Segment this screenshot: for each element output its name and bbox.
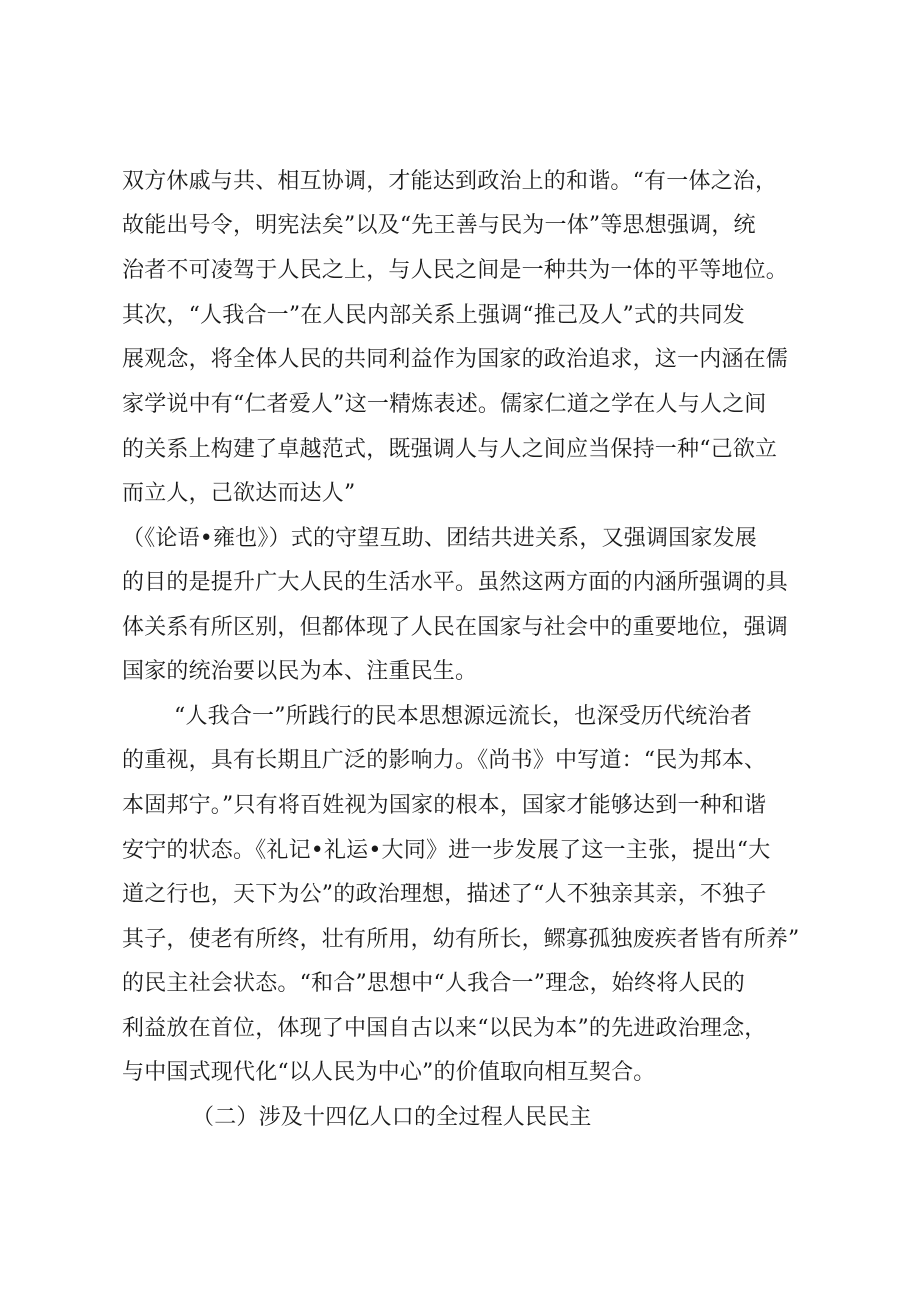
text-line: 与中国式现代化“以人民为中心”的价值取向相互契合。 — [122, 1060, 656, 1085]
text-line: 故能出号令，明宪法矣”以及“先王善与民为一体”等思想强调，统 — [122, 213, 756, 238]
text-line: 利益放在首位，体现了中国自古以来“以民为本”的先进政治理念， — [122, 1016, 767, 1041]
paragraph-first-line: “人我合一”所践行的民本思想源远流长，也深受历代统治者 — [174, 704, 752, 729]
text-line: 而立人，己欲达而达人” — [122, 481, 356, 506]
text-line: 道之行也，天下为公”的政治理想，描述了“人不独亲其亲，不独子 — [122, 882, 767, 907]
text-line: 体关系有所区别，但都体现了人民在国家与社会中的重要地位，强调 — [122, 615, 789, 640]
text-line: 展观念，将全体人民的共同利益作为国家的政治追求，这一内涵在儒 — [122, 347, 789, 372]
text-line: 家学说中有“仁者爱人”这一精炼表述。儒家仁道之学在人与人之间 — [122, 392, 767, 417]
section-heading: （二）涉及十四亿人口的全过程人民民主 — [192, 1105, 592, 1130]
text-line: 其子，使老有所终，壮有所用，幼有所长，鳏寡孤独废疾者皆有所养” — [122, 927, 800, 952]
text-line: 安宁的状态。《礼记•礼运•大同》进一步发展了这一主张，提出“大 — [122, 838, 771, 863]
text-line: 治者不可凌驾于人民之上，与人民之间是一种共为一体的平等地位。 — [122, 258, 789, 283]
text-line: 国家的统治要以民为本、注重民生。 — [122, 659, 478, 684]
text-line: 的目的是提升广大人民的生活水平。虽然这两方面的内涵所强调的具 — [122, 570, 789, 595]
text-line: 的重视，具有长期且广泛的影响力。《尚书》中写道：“民为邦本、 — [122, 748, 767, 773]
text-line: 双方休戚与共、相互协调，才能达到政治上的和谐。“有一体之治， — [122, 169, 778, 194]
text-line: （《论语•雍也》）式的守望互助、团结共进关系，又强调国家发展 — [122, 526, 757, 551]
text-line: 的关系上构建了卓越范式，既强调人与人之间应当保持一种“己欲立 — [122, 437, 778, 462]
text-line: 本固邦宁。”只有将百姓视为国家的根本，国家才能够达到一种和谐 — [122, 793, 767, 818]
text-line: 其次，“人我合一”在人民内部关系上强调“推己及人”式的共同发 — [122, 303, 745, 328]
text-line: 的民主社会状态。“和合”思想中“人我合一”理念，始终将人民的 — [122, 971, 745, 996]
